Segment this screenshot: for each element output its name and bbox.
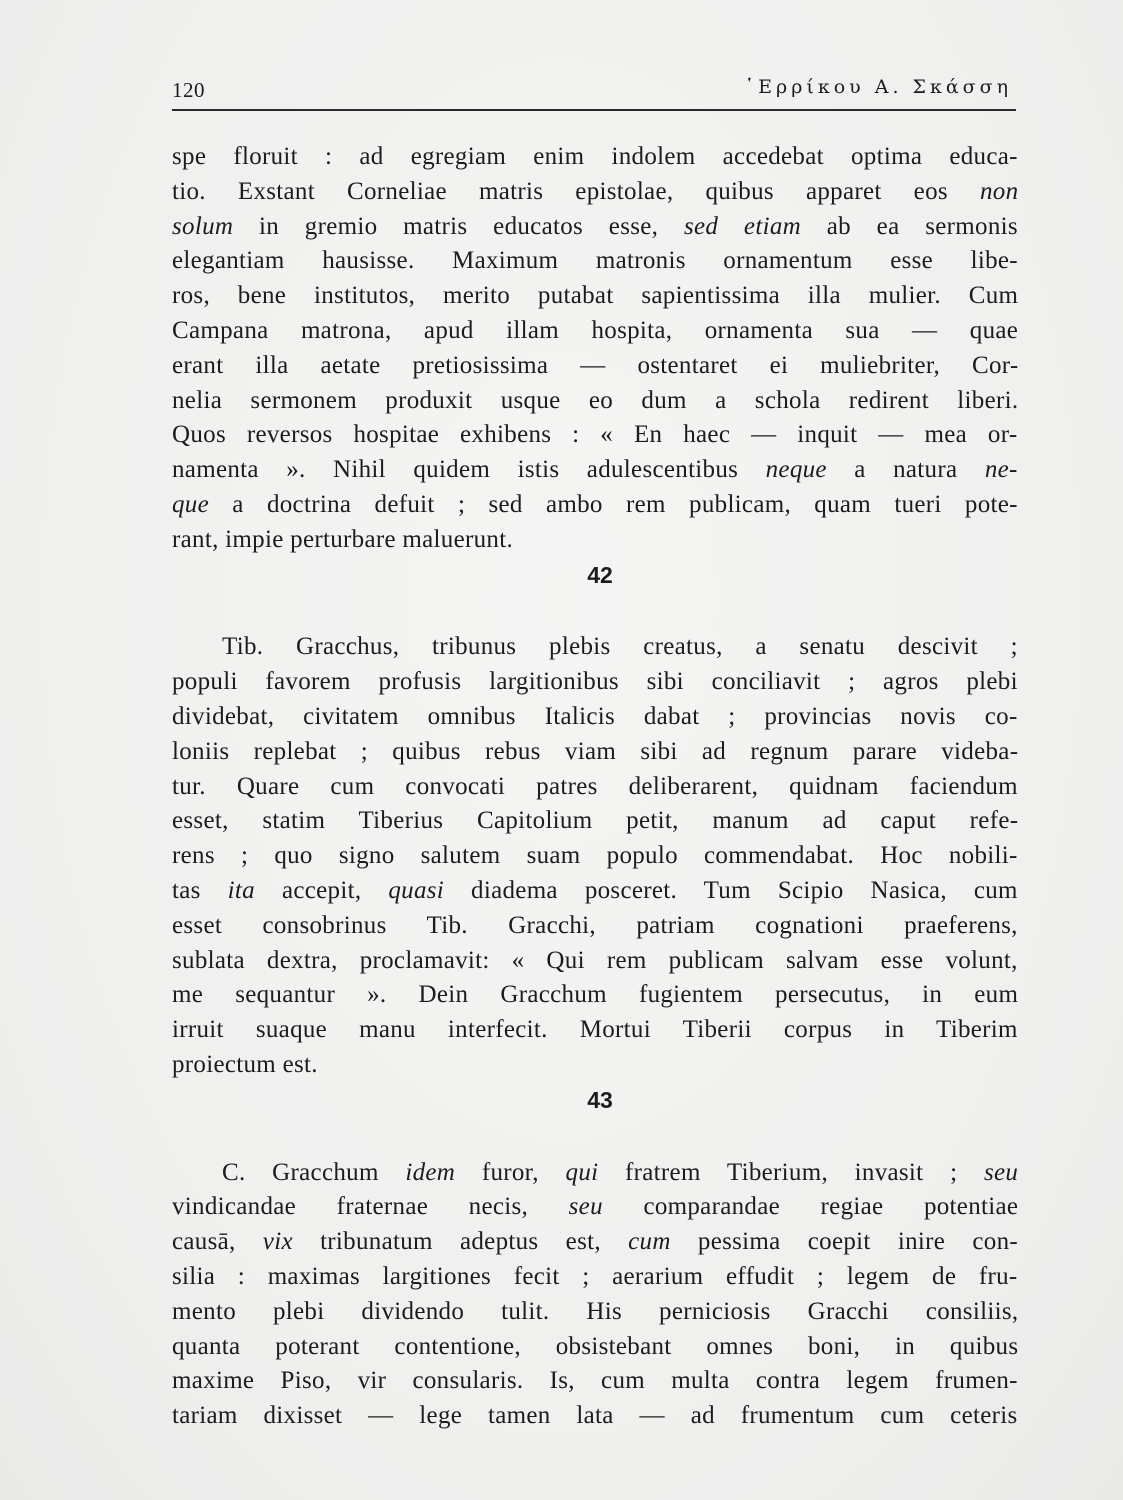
- text-segment: a doctrina defuit ; sed ambo rem publicam, quam tueri pote-: [209, 490, 1018, 518]
- text-segment: dividebat, civitatem omnibus Italicis dabat ; provincias novis co-: [172, 702, 1018, 730]
- text-line: [172, 140, 1018, 175]
- italic-text: cum: [628, 1228, 671, 1256]
- text-segment: accepit,: [254, 876, 389, 904]
- italic-text: qui: [565, 1158, 599, 1186]
- text-line: [172, 1399, 1018, 1434]
- text-line: [172, 418, 1018, 453]
- text-line: [172, 909, 1018, 944]
- text-segment: esset consobrinus Tib. Gracchi, patriam cognationi praeferens,: [172, 911, 1018, 939]
- text-segment: loniis replebat ; quibus rebus viam sibi ad regnum parare videba-: [172, 737, 1019, 765]
- italic-text: idem: [405, 1158, 456, 1186]
- text-segment: diadema posceret. Tum Scipio Nasica, cum: [444, 876, 1018, 904]
- text-line: [172, 453, 1018, 488]
- text-segment: proiectum est.: [172, 1050, 318, 1078]
- text-line: [172, 384, 1018, 419]
- text-line: [172, 630, 1018, 665]
- italic-text: quasi: [388, 876, 445, 904]
- text-line: [172, 944, 1018, 979]
- text-segment: tribunatum adeptus est,: [292, 1228, 629, 1256]
- text-segment: nelia sermonem produxit usque eo dum a schola redirent liberi.: [172, 386, 1019, 414]
- text-segment: irruit suaque manu interfecit. Mortui Tiberii corpus in Tiberim: [172, 1016, 1018, 1044]
- text-segment: vindicandae fraternae necis,: [172, 1193, 569, 1221]
- italic-text: neque: [765, 456, 827, 484]
- text-segment: causā,: [172, 1228, 263, 1256]
- text-line: [172, 1260, 1018, 1295]
- text-segment: a natura: [826, 456, 985, 484]
- page-number: 120: [172, 78, 205, 102]
- text-segment: rant, impie perturbare maluerunt.: [172, 525, 514, 553]
- text-segment: tariam dixisset — lege tamen lata — ad frumentum cum ceteris: [172, 1402, 1018, 1430]
- text-line: [172, 279, 1018, 314]
- text-segment: tas: [172, 876, 228, 904]
- text-line: [172, 210, 1018, 245]
- text-line: [172, 1013, 1018, 1048]
- text-line: [172, 1190, 1018, 1225]
- italic-text: solum: [172, 212, 234, 240]
- page-body: [172, 140, 1018, 1434]
- italic-text: vix: [262, 1228, 293, 1256]
- text-line: [172, 770, 1018, 805]
- text-line: [172, 839, 1018, 874]
- text-segment: comparandae regiae potentiae: [602, 1193, 1019, 1221]
- section: [172, 558, 1018, 1083]
- text-segment: me sequantur ». Dein Gracchum fugientem persecutus, in eum: [172, 981, 1019, 1009]
- header-rule: [172, 109, 1016, 111]
- text-segment: rens ; quo signo salutem suam populo commendabat. Hoc nobili-: [172, 842, 1018, 870]
- text-line: [172, 665, 1018, 700]
- text-segment: ros, bene institutos, merito putabat sapientissima illa mulier. Cum: [172, 282, 1019, 310]
- text-segment: erant illa aetate pretiosissima — ostentaret ei muliebriter, Cor-: [172, 351, 1019, 379]
- text-segment: esset, statim Tiberius Capitolium petit, manum ad caput refe-: [172, 807, 1019, 835]
- section: [172, 1083, 1018, 1434]
- text-segment: tio. Exstant Corneliae matris epistolae, quibus apparet eos: [172, 177, 980, 205]
- section: [172, 140, 1018, 558]
- text-segment: C. Gracchum: [222, 1158, 406, 1186]
- section-number: 42: [587, 561, 613, 588]
- text-segment: fratrem Tiberium, invasit ;: [598, 1158, 984, 1186]
- italic-text: non: [979, 177, 1019, 205]
- text-segment: Quos reversos hospitae exhibens : « En haec — inquit — mea or-: [172, 421, 1018, 449]
- text-line: [172, 874, 1018, 909]
- page-header: [172, 76, 1012, 106]
- text-line: [172, 175, 1018, 210]
- italic-text: sed etiam: [683, 212, 801, 240]
- text-segment: sublata dextra, proclamavit: « Qui rem publicam salvam esse volunt,: [172, 946, 1018, 974]
- text-line: [172, 488, 1018, 523]
- text-segment: Tib. Gracchus, tribunus plebis creatus, a senatu descivit ;: [222, 633, 1018, 661]
- text-line: [172, 978, 1018, 1013]
- text-segment: in gremio matris educatos esse,: [233, 212, 684, 240]
- italic-text: seu: [568, 1193, 603, 1221]
- text-line: [172, 1295, 1018, 1330]
- text-segment: silia : maximas largitiones fecit ; aerarium effudit ; legem de fru-: [172, 1262, 1018, 1290]
- text-line: [172, 1364, 1018, 1399]
- italic-text: seu: [984, 1158, 1019, 1186]
- text-segment: elegantiam hausisse. Maximum matronis ornamentum esse libe-: [172, 247, 1018, 275]
- text-segment: ab ea sermonis: [800, 212, 1018, 240]
- text-line: [172, 349, 1018, 384]
- section-gap: [172, 592, 1018, 630]
- text-line: [172, 1156, 1018, 1191]
- text-segment: populi favorem profusis largitionibus sibi conciliavit ; agros plebi: [172, 668, 1018, 696]
- text-segment: Campana matrona, apud illam hospita, ornamenta sua — quae: [172, 316, 1019, 344]
- text-line: [172, 1225, 1018, 1260]
- text-segment: mento plebi dividendo tulit. His perniciosis Gracchi consiliis,: [172, 1297, 1019, 1325]
- text-line: [172, 700, 1018, 735]
- text-segment: furor,: [455, 1158, 566, 1186]
- text-segment: tur. Quare cum convocati patres deliberarent, quidnam faciendum: [172, 772, 1018, 800]
- text-line: [172, 1330, 1018, 1365]
- text-line: [172, 314, 1018, 349]
- italic-text: que: [172, 490, 209, 518]
- text-segment: namenta ». Nihil quidem istis adulescentibus: [172, 456, 766, 484]
- text-segment: maxime Piso, vir consularis. Is, cum multa contra legem frumen-: [172, 1367, 1018, 1395]
- running-head: ῾Ερρίκου Α. Σκάσση: [744, 76, 1012, 98]
- text-line: [172, 244, 1018, 279]
- section-gap: [172, 1118, 1018, 1156]
- text-segment: quanta poterant contentione, obsistebant omnes boni, in quibus: [172, 1332, 1019, 1360]
- text-line: [172, 523, 1018, 558]
- section-number: 43: [587, 1086, 613, 1113]
- text-segment: pessima coepit inire con-: [670, 1228, 1019, 1256]
- italic-text: ne-: [984, 456, 1018, 484]
- text-line: [172, 1048, 1018, 1083]
- text-segment: spe floruit : ad egregiam enim indolem accedebat optima educa-: [172, 143, 1018, 170]
- text-line: [172, 804, 1018, 839]
- italic-text: ita: [227, 876, 255, 904]
- text-line: [172, 735, 1018, 770]
